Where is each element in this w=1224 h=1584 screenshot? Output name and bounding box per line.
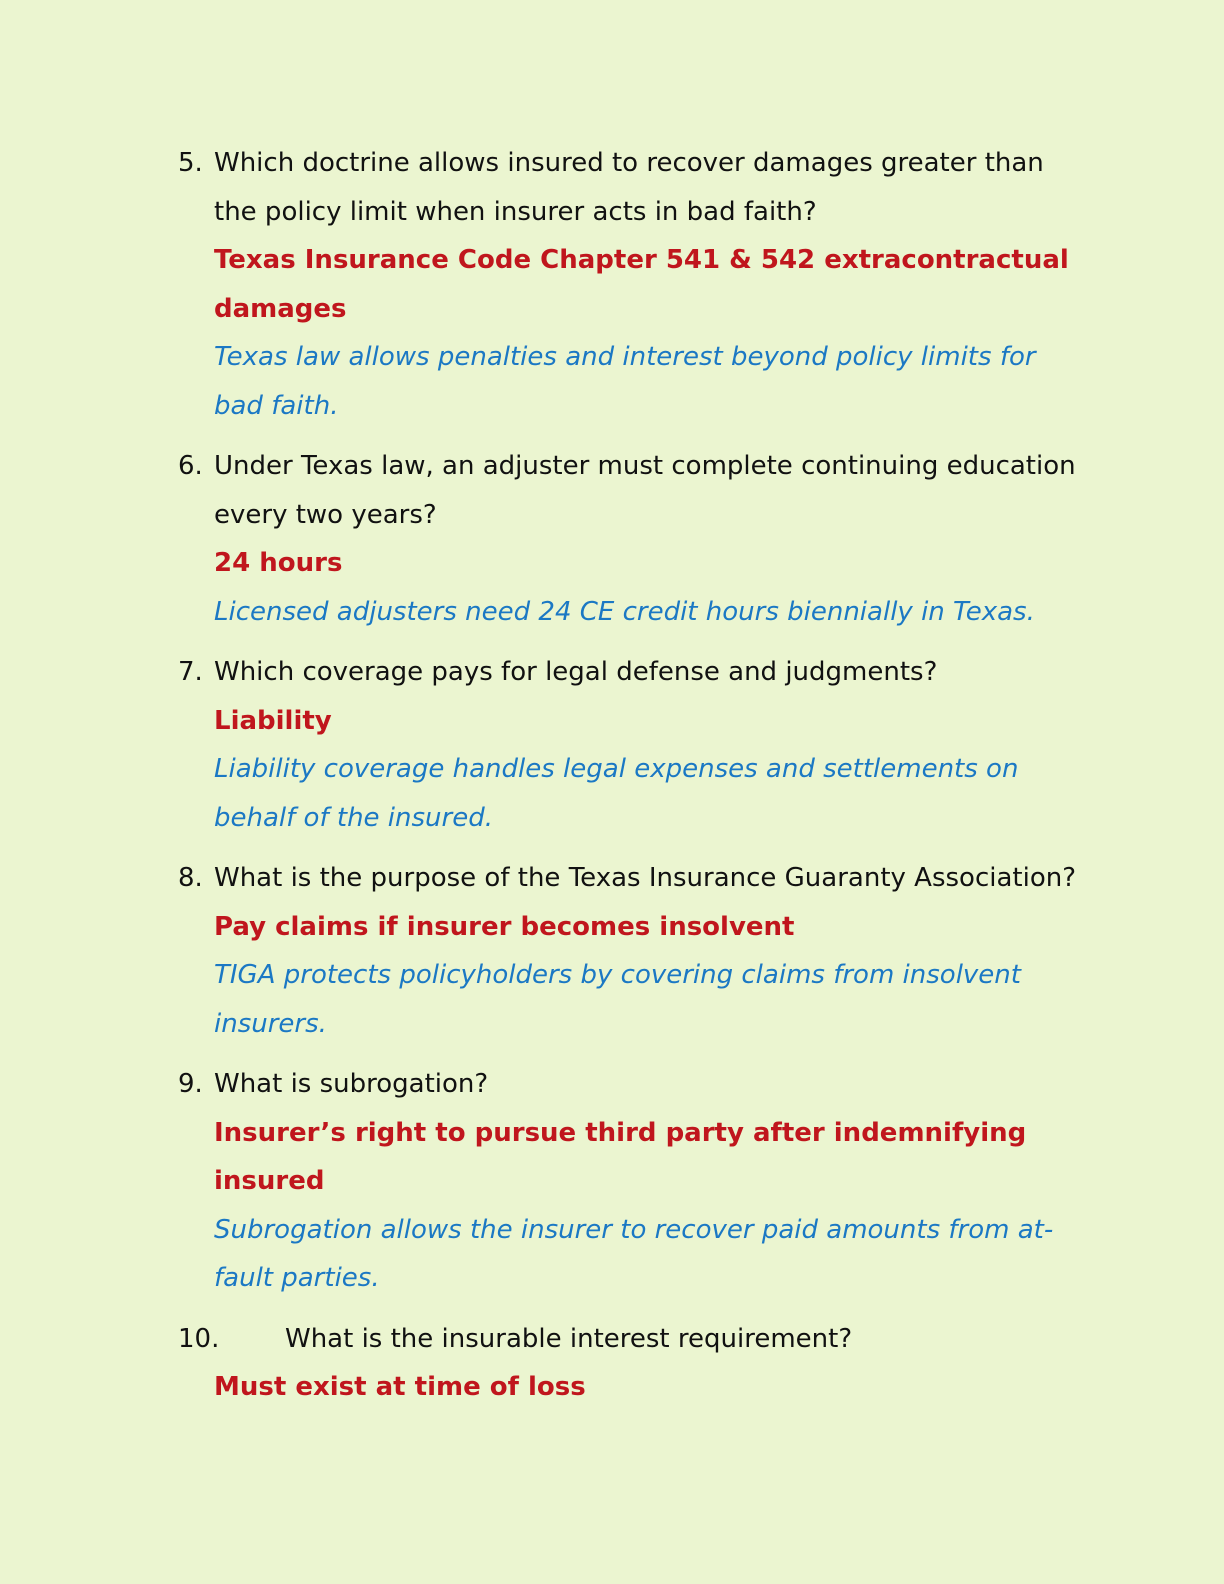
answer-text: Texas Insurance Code Chapter 541 & 542 extracontractual damages [214, 245, 1069, 324]
question-text: What is the purpose of the Texas Insurance Guaranty Association? [214, 863, 1076, 893]
explanation-text: Texas law allows penalties and interest beyond policy limits for bad faith. [214, 342, 1036, 421]
question-text: Which doctrine allows insured to recover damages greater than the policy limit when insurer acts in bad faith? [214, 148, 1044, 227]
question-number: 5. [178, 148, 203, 178]
answer-text: Pay claims if insurer becomes insolvent [214, 911, 795, 942]
question-text: What is subrogation? [214, 1069, 489, 1099]
answer-text: Must exist at time of loss [214, 1372, 586, 1402]
question-number: 9. [178, 1069, 203, 1099]
answer-text: 24 hours [214, 548, 343, 578]
question-item-5 [178, 139, 1078, 430]
explanation-text: Subrogation allows the insurer to recover paid amounts from at-fault parties. [214, 1214, 1054, 1293]
question-item-9 [178, 1060, 1078, 1303]
answer-text: Liability [214, 705, 332, 736]
question-item-6 [178, 442, 1078, 636]
explanation-text: Liability coverage handles legal expenses and settlements on behalf of the insured. [214, 754, 1019, 833]
explanation-text: TIGA protects policyholders by covering claims from insolvent insurers. [214, 960, 1021, 1039]
question-item-10 [178, 1315, 1078, 1412]
question-text: Under Texas law, an adjuster must complete continuing education every two years? [214, 451, 1076, 530]
question-item-7 [178, 648, 1078, 842]
question-text: What is the insurable interest requirement? [285, 1323, 853, 1354]
question-number: 6. [178, 451, 203, 481]
question-number: 8. [178, 863, 203, 893]
explanation-text: Licensed adjusters need 24 CE credit hours biennially in Texas. [214, 596, 1035, 627]
question-list [178, 139, 1078, 1424]
question-number: 10. [178, 1323, 220, 1354]
answer-text: Insurer’s right to pursue third party after indemnifying insured [214, 1117, 1027, 1196]
question-number: 7. [178, 657, 203, 687]
question-text: Which coverage pays for legal defense and judgments? [214, 657, 938, 687]
question-item-8 [178, 854, 1078, 1048]
